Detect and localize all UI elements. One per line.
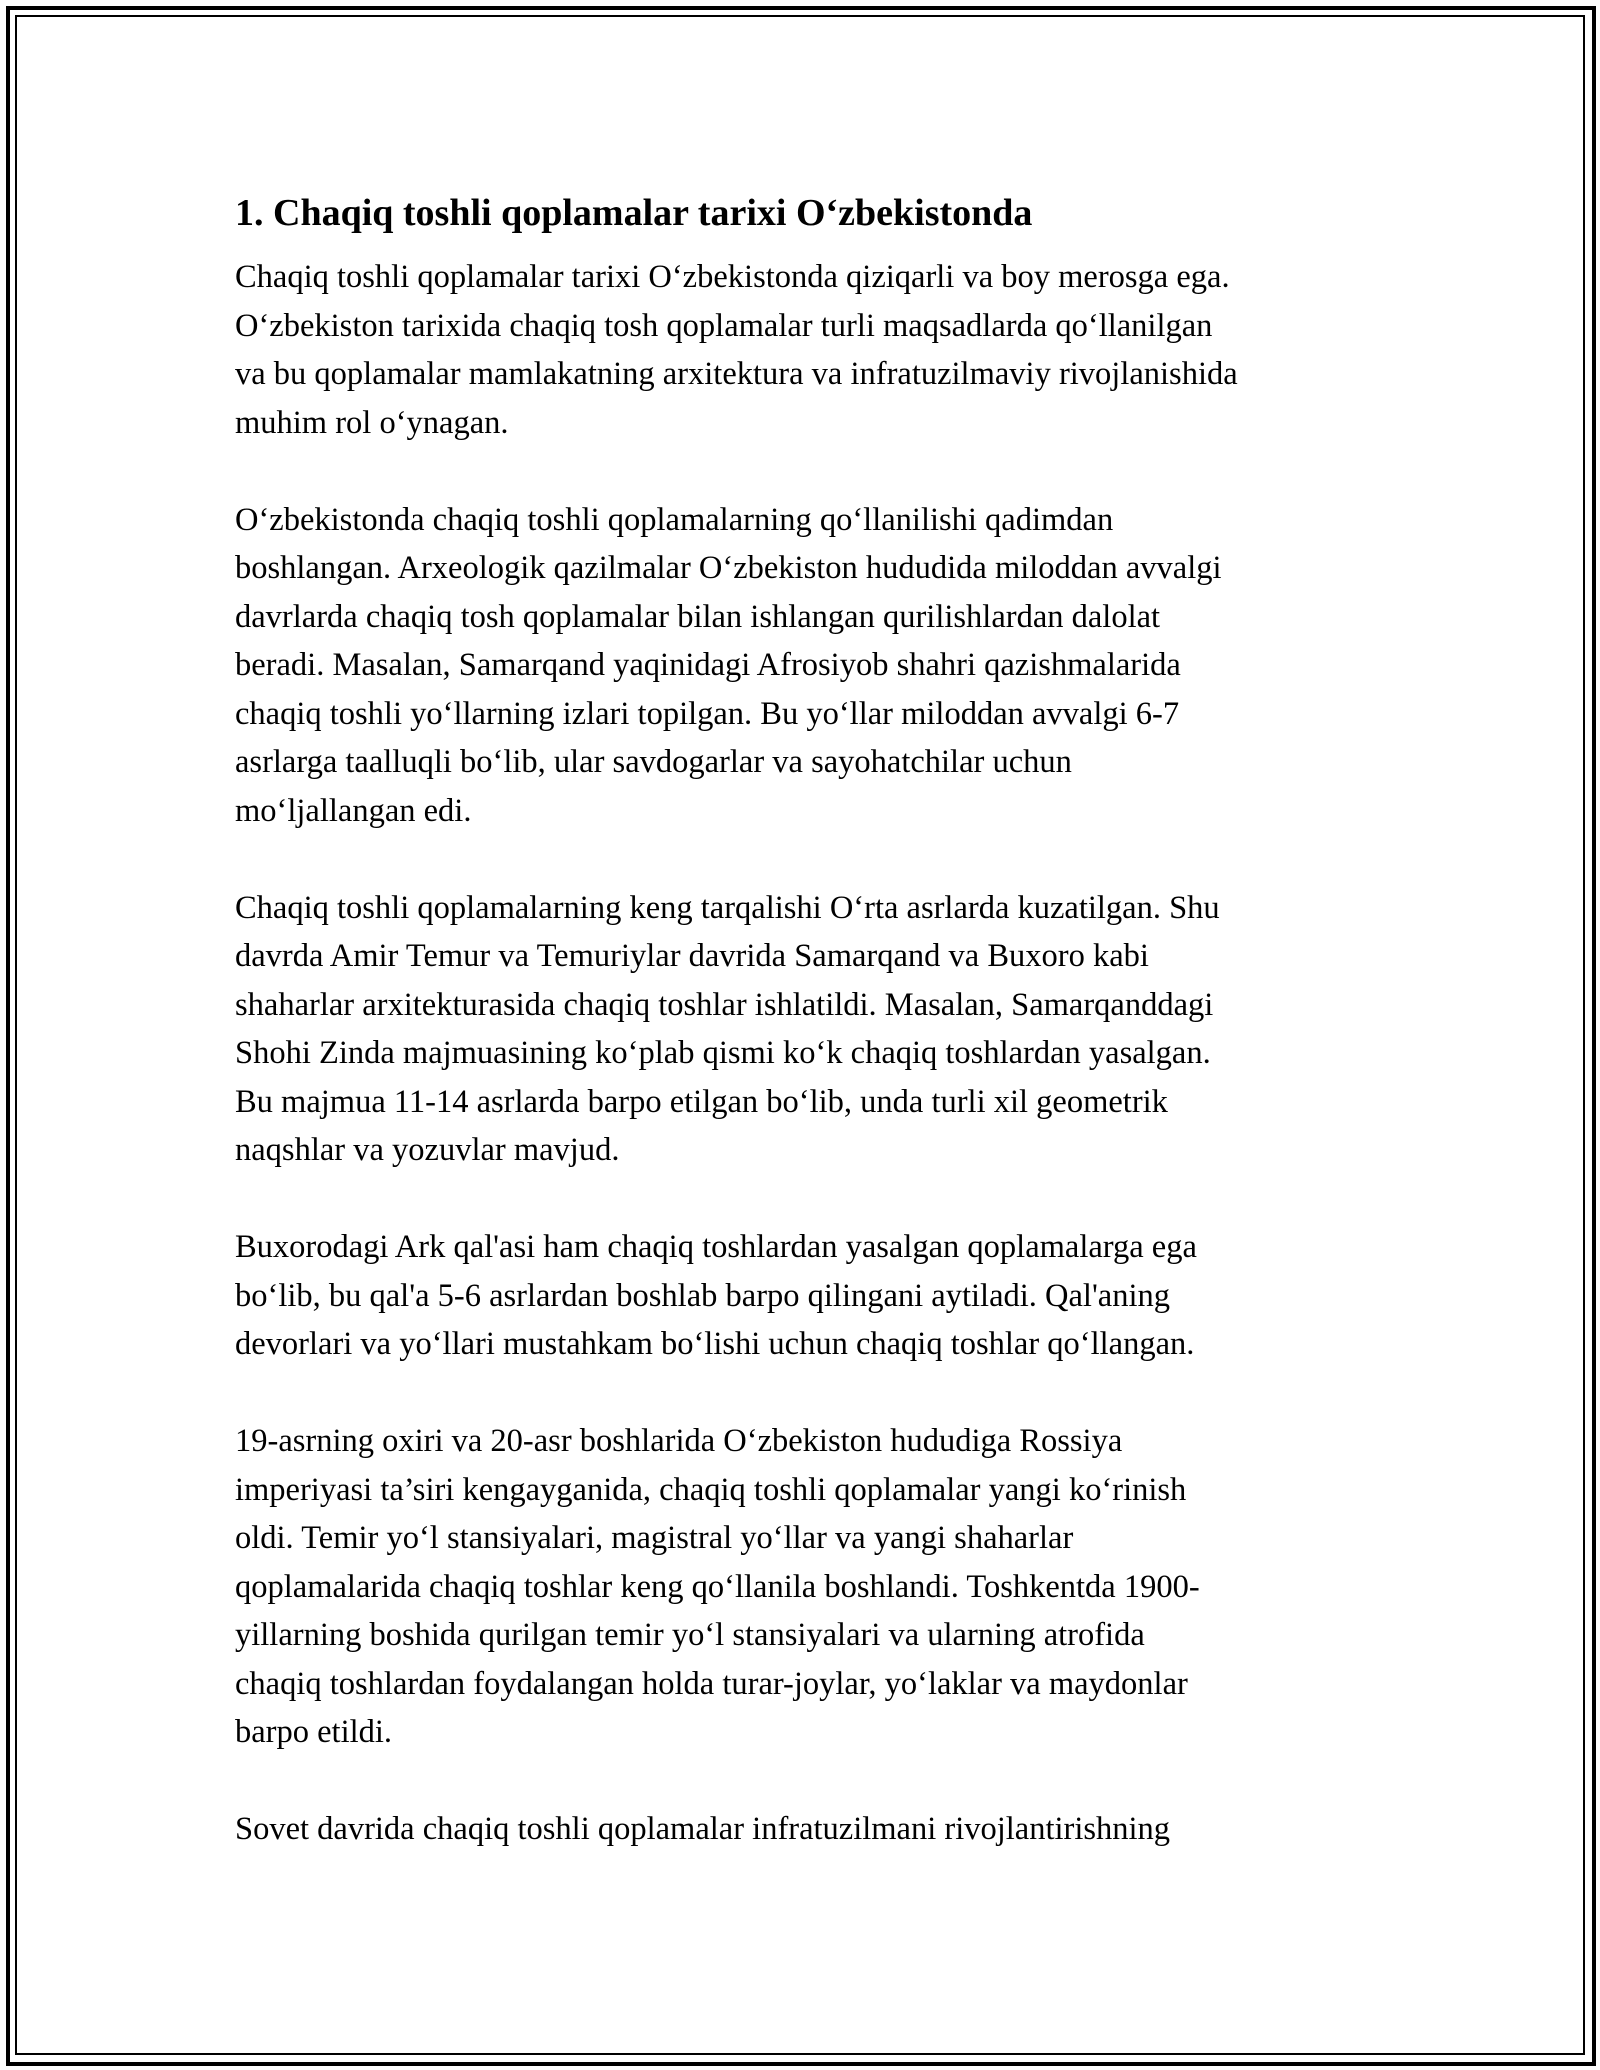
text-line: chaqiq toshli yo‘llarning izlari topilgan. Bu yo‘llar miloddan avvalgi 6-7 [235,695,1180,732]
text-line: Buxorodagi Ark qal'asi ham chaqiq toshlardan yasalgan qoplamalarga ega [235,1229,1197,1265]
text-line: devorlari va yo‘llari mustahkam bo‘lishi uchun chaqiq toshlar qo‘llangan. [235,1326,1195,1362]
text-line: oldi. Temir yo‘l stansiyalari, magistral yo‘llar va yangi shaharlar [235,1520,1074,1556]
text-line: Chaqiq toshli qoplamalarning keng tarqalishi O‘rta asrlarda kuzatilgan. Shu [235,889,1220,926]
paragraph-5 [235,1417,1385,1757]
text-line: beradi. Masalan, Samarqand yaqinidagi Afrosiyob shahri qazishmalarida [235,647,1181,683]
text-line: chaqiq toshlardan foydalangan holda turar-joylar, yo‘laklar va maydonlar [235,1665,1188,1702]
text-line: asrlarga taalluqli bo‘lib, ular savdogarlar va sayohatchilar uchun [235,744,1072,780]
text-line: barpo etildi. [235,1714,393,1750]
text-line: davrda Amir Temur va Temuriylar davrida Samarqand va Buxoro kabi [235,938,1149,974]
text-line: Shohi Zinda majmuasining ko‘plab qismi ko‘k chaqiq toshlardan yasalgan. [235,1035,1211,1071]
text-line: O‘zbekiston tarixida chaqiq tosh qoplamalar turli maqsadlarda qo‘llanilgan [235,307,1213,344]
text-line: muhim rol o‘ynagan. [235,404,509,441]
text-line: naqshlar va yozuvlar mavjud. [235,1132,620,1168]
text-line: qoplamalarida chaqiq toshlar keng qo‘llanila boshlandi. Toshkentda 1900- [235,1568,1200,1605]
text-line: boshlangan. Arxeologik qazilmalar O‘zbekiston hududida miloddan avvalgi [235,550,1222,586]
text-line: 19-asrning oxiri va 20-asr boshlarida O‘zbekiston hududiga Rossiya [235,1423,1123,1459]
paragraph-1 [235,253,1385,447]
paragraph-3 [235,884,1385,1175]
text-line: shaharlar arxitekturasida chaqiq toshlar ishlatildi. Masalan, Samarqanddagi [235,986,1214,1023]
text-line: Sovet davrida chaqiq toshli qoplamalar infratuzilmani rivojlantirishning [235,1811,1171,1847]
paragraph-6 [235,1805,1385,1854]
section-heading: 1. Chaqiq toshli qoplamalar tarixi O‘zbekistonda [235,192,1033,234]
paragraph-4 [235,1223,1385,1369]
text-line: mo‘ljallangan edi. [235,792,472,829]
text-line: va bu qoplamalar mamlakatning arxitektura va infratuzilmaviy rivojlanishida [235,356,1238,392]
text-line: davrlarda chaqiq tosh qoplamalar bilan ishlangan qurilishlardan dalolat [235,598,1161,635]
document-body [235,185,1385,1902]
text-line: imperiyasi ta’siri kengayganida, chaqiq toshli qoplamalar yangi ko‘rinish [235,1471,1187,1508]
text-line: Bu majmua 11-14 asrlarda barpo etilgan bo‘lib, unda turli xil geometrik [235,1083,1168,1120]
text-line: yillarning boshida qurilgan temir yo‘l stansiyalari va ularning atrofida [235,1617,1145,1653]
text-line: Chaqiq toshli qoplamalar tarixi O‘zbekistonda qiziqarli va boy merosga ega. [235,259,1230,295]
paragraph-2 [235,496,1385,836]
text-line: bo‘lib, bu qal'a 5-6 asrlardan boshlab barpo qilingani aytiladi. Qal'aning [235,1277,1171,1314]
text-line: O‘zbekistonda chaqiq toshli qoplamalarning qo‘llanilishi qadimdan [235,501,1114,538]
